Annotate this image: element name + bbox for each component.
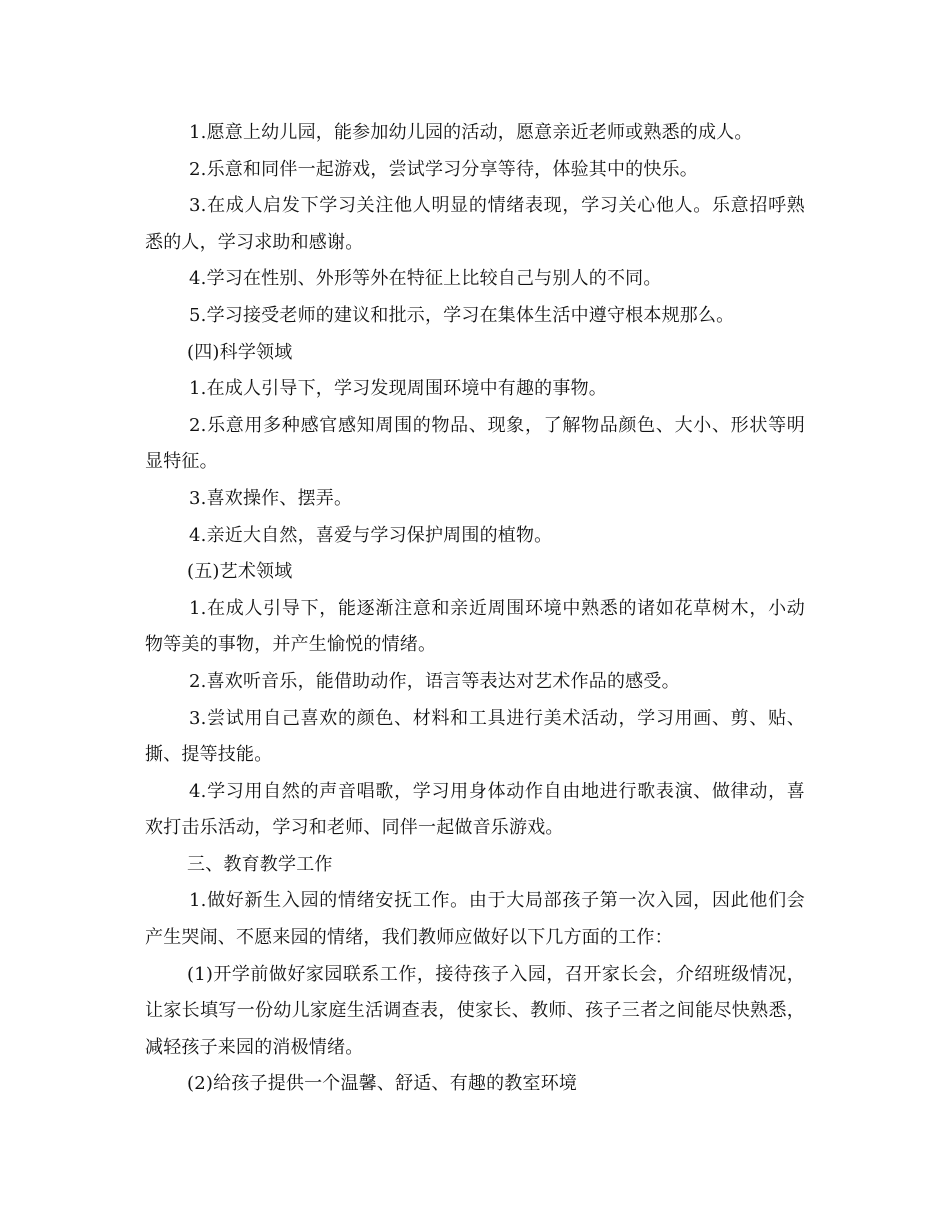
section-heading-art: (五)艺术领域	[187, 561, 293, 583]
paragraph-art-1: 1.在成人引导下，能逐渐注意和亲近周围环境中熟悉的诸如花草树木，小动物等美的事物，并产生愉悦的情绪。	[145, 597, 805, 656]
paragraph-teaching-1-2: (2)给孩子提供一个温馨、舒适、有趣的教室环境	[187, 1073, 578, 1095]
paragraph-science-4: 4.亲近大自然，喜爱与学习保护周围的植物。	[189, 524, 553, 546]
paragraph-social-2: 2.乐意和同伴一起游戏，尝试学习分享等待，体验其中的快乐。	[189, 158, 698, 180]
paragraph-social-5: 5.学习接受老师的建议和批示，学习在集体生活中遵守根本规那么。	[189, 304, 735, 326]
paragraph-art-3: 3.尝试用自己喜欢的颜色、材料和工具进行美术活动，学习用画、剪、贴、撕、提等技能。	[145, 707, 805, 766]
paragraph-teaching-1: 1.做好新生入园的情绪安抚工作。由于大局部孩子第一次入园，因此他们会产生哭闹、不愿来园的情绪，我们教师应做好以下几方面的工作：	[145, 890, 805, 949]
paragraph-art-2: 2.喜欢听音乐，能借助动作，语言等表达对艺术作品的感受。	[189, 670, 680, 692]
paragraph-science-1: 1.在成人引导下，学习发现周围环境中有趣的事物。	[189, 378, 607, 400]
paragraph-art-4: 4.学习用自然的声音唱歌，学习用身体动作自由地进行歌表演、做律动，喜欢打击乐活动，学习和老师、同伴一起做音乐游戏。	[145, 780, 805, 839]
paragraph-teaching-1-1: (1)开学前做好家园联系工作，接待孩子入园，召开家长会，介绍班级情况，让家长填写一份幼儿家庭生活调查表，使家长、教师、孩子三者之间能尽快熟悉，减轻孩子来园的消极情绪。	[145, 963, 805, 1058]
section-heading-science: (四)科学领域	[187, 341, 293, 363]
section-heading-teaching: 三、教育教学工作	[187, 853, 333, 875]
paragraph-science-3: 3.喜欢操作、摆弄。	[189, 487, 353, 509]
paragraph-social-1: 1.愿意上幼儿园，能参加幼儿园的活动，愿意亲近老师或熟悉的成人。	[189, 122, 753, 143]
document-body	[145, 115, 805, 1103]
paragraph-science-2: 2.乐意用多种感官感知周围的物品、现象，了解物品颜色、大小、形状等明显特征。	[145, 414, 805, 473]
paragraph-social-3: 3.在成人启发下学习关注他人明显的情绪表现，学习关心他人。乐意招呼熟悉的人，学习求助和感谢。	[145, 195, 805, 253]
paragraph-social-4: 4.学习在性别、外形等外在特征上比较自己与别人的不同。	[189, 268, 662, 290]
